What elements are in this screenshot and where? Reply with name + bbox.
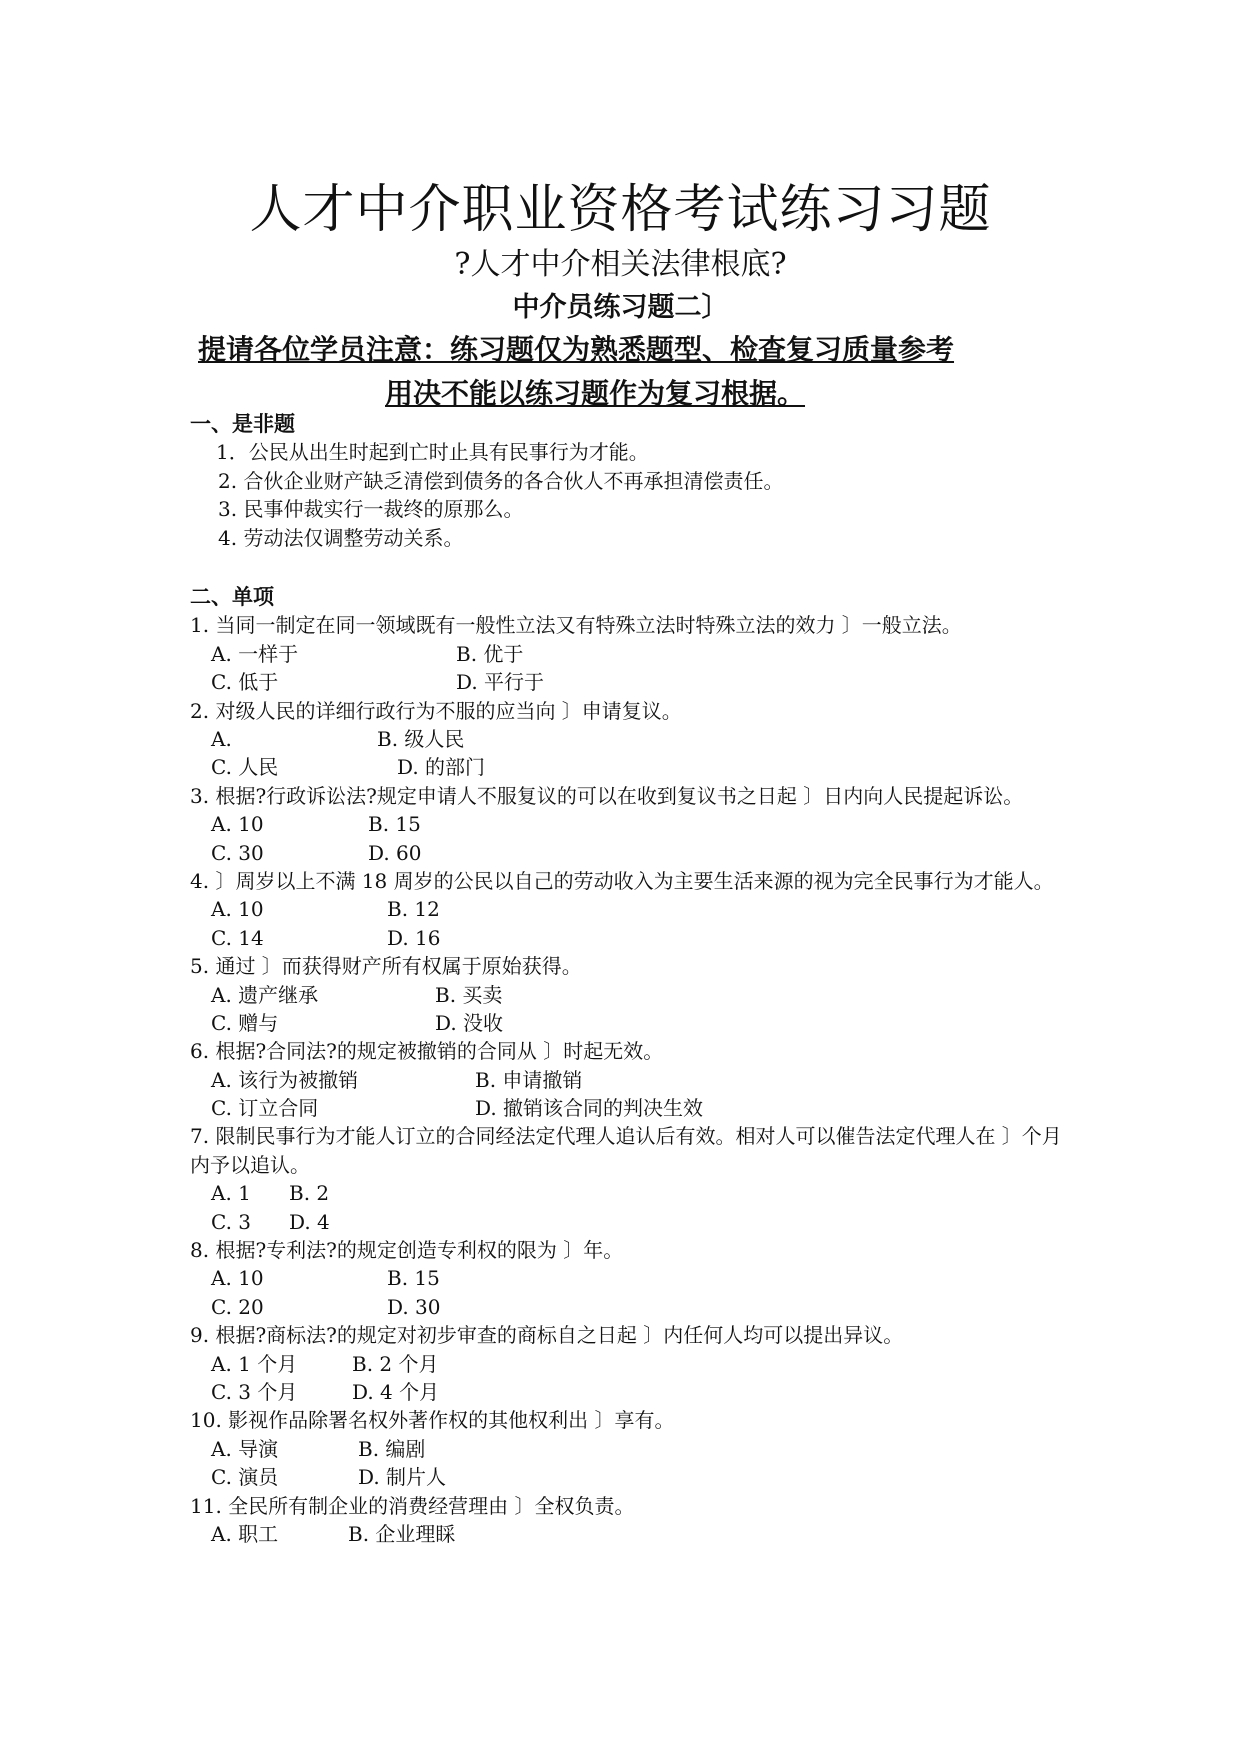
answer-option: D. 16 — [387, 925, 441, 950]
answer-option: A. 1 — [211, 1181, 251, 1206]
answer-options-row — [190, 924, 1070, 952]
true-false-item: 1．公民从出生时起到亡时止具有民事行为才能。 — [216, 440, 649, 465]
answer-options-row — [190, 1208, 1070, 1236]
answer-options-row — [190, 1293, 1070, 1321]
notice-line-2: 用决不能以练习题作为复习根据。 — [385, 377, 806, 410]
answer-option: B. 15 — [368, 812, 421, 837]
answer-option: C. 14 — [211, 925, 264, 950]
question-text: 5. 通过 〕而获得财产所有权属于原始获得。 — [190, 954, 582, 979]
answer-option: A. 10 — [211, 812, 264, 837]
answer-option: B. 15 — [387, 1266, 440, 1291]
section-spacer — [190, 552, 1070, 583]
answer-option: D. 30 — [387, 1294, 441, 1319]
question-text: 11. 全民所有制企业的消费经营理由 〕全权负责。 — [190, 1493, 635, 1518]
answer-option: D. 平行于 — [456, 670, 545, 695]
answer-option: A. 该行为被撤销 — [211, 1067, 359, 1092]
answer-options-row — [190, 1179, 1070, 1207]
answer-option: B. 2 个月 — [352, 1351, 439, 1376]
answer-options-row — [190, 1463, 1070, 1491]
answer-option: D. 撤销该合同的判决生效 — [475, 1096, 704, 1121]
section-true-false-heading: 一、是非题 — [190, 411, 295, 436]
answer-option: C. 3 个月 — [211, 1380, 298, 1405]
notice-line-1: 提请各位学员注意：练习题仅为熟悉题型、检查复习质量参考 — [198, 333, 955, 366]
answer-option: D. 制片人 — [358, 1465, 447, 1490]
answer-option: C. 3 — [211, 1209, 252, 1234]
true-false-item: 2. 合伙企业财产缺乏清偿到债务的各合伙人不再承担清偿责任。 — [218, 468, 784, 493]
true-false-item: 4. 劳动法仅调整劳动关系。 — [218, 525, 464, 550]
answer-options-row — [190, 725, 1070, 753]
exercise-set-title: 中介员练习题二〕 — [512, 292, 729, 323]
exercise-content — [190, 410, 1070, 1548]
question-text: 3. 根据?行政诉讼法?规定申请人不服复议的可以在收到复议书之日起 〕日内向人民提起诉讼。 — [190, 783, 1024, 808]
answer-option: D. 4 个月 — [352, 1380, 440, 1405]
answer-options-row — [190, 753, 1070, 781]
section-single-choice-heading: 二、单项 — [190, 583, 274, 609]
answer-options-row — [190, 1350, 1070, 1378]
answer-option: B. 企业理睬 — [348, 1522, 456, 1547]
answer-option: B. 申请撤销 — [475, 1067, 583, 1092]
true-false-item: 3. 民事仲裁实行一裁终的原那么。 — [218, 497, 524, 522]
question-text: 6. 根据?合同法?的规定被撤销的合同从 〕时起无效。 — [190, 1039, 664, 1064]
answer-option: B. 优于 — [456, 641, 524, 666]
answer-option: C. 20 — [211, 1294, 264, 1319]
answer-option: A. — [211, 726, 232, 751]
answer-options-row — [190, 1094, 1070, 1122]
question-text: 2. 对级人民的详细行政行为不服的应当向 〕申请复议。 — [190, 698, 682, 723]
document-title: 人才中介职业资格考试练习习题 — [249, 180, 992, 240]
answer-options-row — [190, 1520, 1070, 1548]
answer-option: C. 人民 — [211, 755, 279, 780]
document-subtitle: ?人才中介相关法律根底? — [454, 247, 787, 282]
answer-option: A. 10 — [211, 897, 264, 922]
answer-option: C. 低于 — [211, 670, 279, 695]
answer-options-row — [190, 981, 1070, 1009]
question-text: 9. 根据?商标法?的规定对初步审查的商标自之日起 〕内任何人均可以提出异议。 — [190, 1323, 904, 1348]
answer-options-row — [190, 668, 1070, 696]
answer-options-row — [190, 640, 1070, 668]
answer-option: C. 30 — [211, 840, 264, 865]
question-text: 1. 当同一制定在同一领域既有一般性立法又有特殊立法时特殊立法的效力 〕一般立法。 — [190, 613, 962, 638]
answer-option: A. 导演 — [211, 1436, 279, 1461]
answer-option: B. 编剧 — [358, 1436, 426, 1461]
answer-option: C. 订立合同 — [211, 1096, 319, 1121]
question-text: 7. 限制民事行为才能人订立的合同经法定代理人追认后有效。相对人可以催告法定代理人在 〕个月内予以追认。 — [190, 1124, 1062, 1177]
answer-option: B. 级人民 — [377, 726, 465, 751]
question-list — [190, 611, 1070, 1548]
answer-option: D. 60 — [368, 840, 422, 865]
question-text: 4. 〕周岁以上不满 18 周岁的公民以自己的劳动收入为主要生活来源的视为完全民事行为才能人。 — [190, 868, 1054, 893]
answer-options-row — [190, 1435, 1070, 1463]
answer-options-row — [190, 810, 1070, 838]
answer-options-row — [190, 1264, 1070, 1292]
answer-option: A. 10 — [211, 1266, 264, 1291]
answer-option: B. 2 — [289, 1181, 330, 1206]
answer-option: D. 的部门 — [397, 755, 486, 780]
answer-options-row — [190, 839, 1070, 867]
answer-option: A. 1 个月 — [211, 1351, 298, 1376]
question-text: 10. 影视作品除署名权外著作权的其他权利出 〕享有。 — [190, 1408, 675, 1433]
answer-option: D. 4 — [289, 1209, 330, 1234]
answer-option: C. 演员 — [211, 1465, 279, 1490]
answer-option: A. 一样于 — [211, 641, 299, 666]
answer-options-row — [190, 1066, 1070, 1094]
answer-options-row — [190, 1009, 1070, 1037]
question-text: 8. 根据?专利法?的规定创造专利权的限为 〕年。 — [190, 1238, 624, 1263]
answer-option: B. 12 — [387, 897, 440, 922]
answer-option: A. 职工 — [211, 1522, 279, 1547]
answer-options-row — [190, 1378, 1070, 1406]
answer-option: C. 赠与 — [211, 1010, 279, 1035]
answer-option: A. 遗产继承 — [211, 982, 319, 1007]
answer-option: B. 买卖 — [435, 982, 503, 1007]
answer-option: D. 没收 — [435, 1010, 504, 1035]
answer-options-row — [190, 895, 1070, 923]
